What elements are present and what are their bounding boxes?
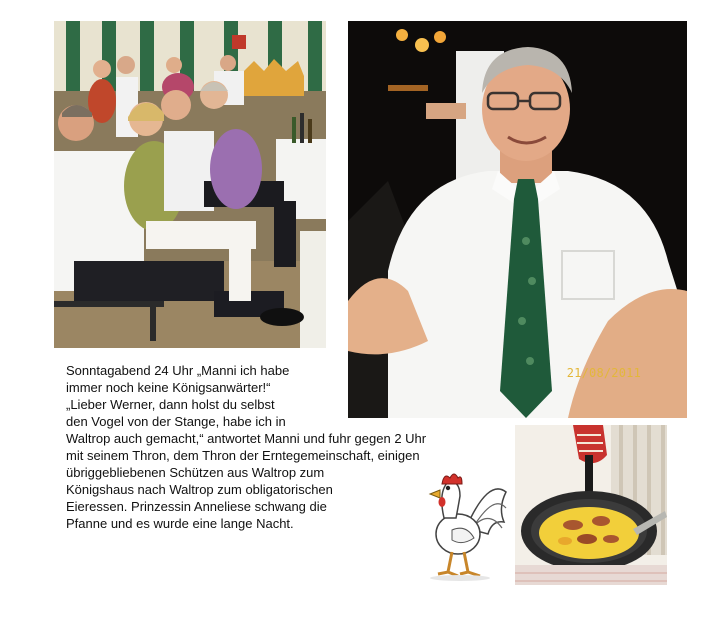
frying-pan-photo (515, 425, 667, 585)
caption-line: Sonntagabend 24 Uhr „Manni ich habe (66, 363, 290, 378)
caption-line: immer noch keine Königsanwärter!“ (66, 380, 271, 395)
man-portrait-photo (348, 21, 687, 418)
photo-datestamp: 21/08/2011 (566, 366, 641, 380)
caption-text (66, 362, 506, 532)
caption-line: Eieressen. Prinzessin Anneliese schwang die (66, 499, 327, 514)
caption-line: Pfanne und es wurde eine lange Nacht. (66, 516, 294, 531)
caption-line: mit seinem Thron, dem Thron der Erntegemeinschaft, einigen (66, 448, 420, 463)
caption-line: Königshaus nach Waltrop zum obligatorischen (66, 482, 333, 497)
caption-line: Waltrop auch gemacht,“ antwortet Manni und fuhr gegen 2 Uhr (66, 431, 427, 446)
caption-line: „Lieber Werner, dann holst du selbst (66, 397, 275, 412)
party-photo (54, 21, 326, 348)
caption-line: den Vogel von der Stange, habe ich in (66, 414, 286, 429)
caption-line: übriggebliebenen Schützen aus Waltrop zum (66, 465, 325, 480)
